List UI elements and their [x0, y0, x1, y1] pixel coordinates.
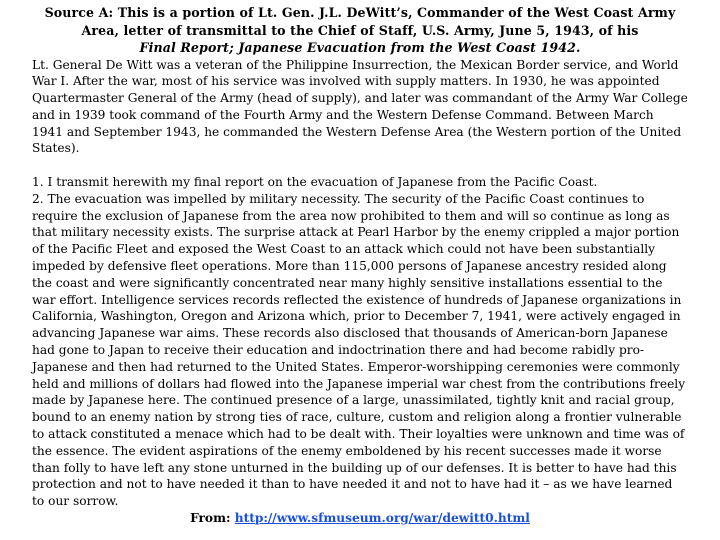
source-link[interactable]: http://www.sfmuseum.org/war/dewitt0.html [234, 511, 530, 526]
biography-paragraph: Lt. General De Witt was a veteran of the Philippine Insurrection, the Mexican Border service, and World War I. After the war, most of his service was involved with supply matters. In 1930, he was appointed Quartermaster General of the Army (head of supply), and later was commandant of the Army War College and in 1939 took command of the Fourth Army and the Western Defense Command. Between March 1941 and September 1943, he commanded the Western Defense Area (the Western portion of the United States). [32, 57, 688, 156]
letter-paragraph-2: 2. The evacuation was impelled by military necessity. The security of the Pacific Coast continues to require the exclusion of Japanese from the area now prohibited to them and will so continue as long as that military necessity exists. The surprise attack at Pearl Harbor by the enemy crippled a major portion of the Pacific Fleet and exposed the West Coast to an attack which could not have been substantially impeded by defensive fleet operations. More than 115,000 persons of Japanese ancestry resided along the coast and were significantly concentrated near many highly sensitive installations essential to the war effort. Intelligence services records reflected the existence of hundreds of Japanese organizations in California, Washington, Oregon and Arizona which, prior to December 7, 1941, were actively engaged in advancing Japanese war aims. These records also disclosed that thousands of American-born Japanese had gone to Japan to receive their education and indoctrination there and had become rabidly pro-Japanese and then had returned to the United States. Emperor-worshipping ceremonies were commonly held and millions of dollars had flowed into the Japanese imperial war chest from the contributions freely made by Japanese here. The continued presence of a large, unassimilated, tightly knit and racial group, bound to an enemy nation by strong ties of race, culture, custom and religion along a frontier vulnerable to attack constituted a menace which had to be dealt with. Their loyalties were unknown and time was of the essence. The evident aspirations of the enemy emboldened by his recent successes made it worse than folly to have left any stone unturned in the building up of our defenses. It is better to have had this protection and not to have needed it than to have needed it and not to have had it – as we have learned to our sorrow. [32, 191, 686, 509]
document-header [32, 4, 688, 57]
source-label: From: [190, 511, 235, 526]
header-subtitle: Final Report; Japanese Evacuation from the West Coast 1942. [139, 40, 581, 55]
header-title: Source A: This is a portion of Lt. Gen. J.L. DeWitt’s, Commander of the West Coast Army Area, letter of transmittal to the Chief of Staff, U.S. Army, June 5, 1943, of his [44, 5, 676, 38]
source-citation [32, 510, 688, 527]
letter-paragraph-1: 1. I transmit herewith my final report on the evacuation of Japanese from the Pacific Coast. [32, 175, 598, 190]
